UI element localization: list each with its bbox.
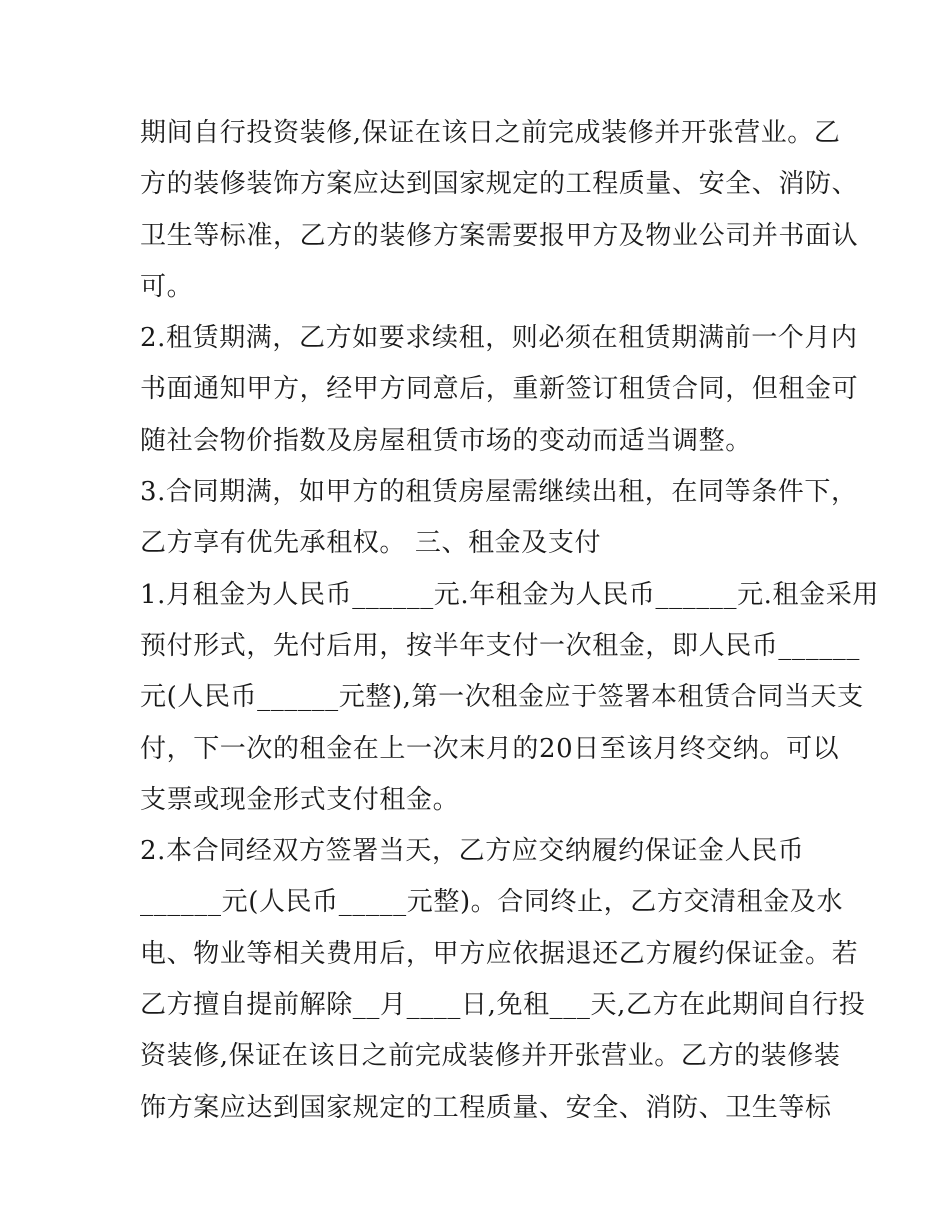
text-line: 资装修,保证在该日之前完成装修并开张营业。乙方的装修装 [140, 1041, 841, 1072]
text-line: 乙方享有优先承租权。 三、租金及支付 [140, 528, 602, 559]
text-line: 3.合同期满，如甲方的租赁房屋需继续出租，在同等条件下， [140, 477, 858, 508]
text-line: 随社会物价指数及房屋租赁市场的变动而适当调整。 [140, 425, 752, 456]
text-line: 可。 [140, 271, 194, 302]
text-line: ______元(人民币_____元整)。合同终止，乙方交清租金及水 [140, 887, 844, 918]
text-line: 2.本合同经双方签署当天，乙方应交纳履约保证金人民币 [140, 836, 805, 867]
text-line: 预付形式，先付后用，按半年支付一次租金，即人民币______ [140, 630, 861, 661]
text-line: 卫生等标准，乙方的装修方案需要报甲方及物业公司并书面认 [140, 220, 859, 251]
text-line: 支票或现金形式支付租金。 [140, 784, 460, 815]
text-line: 元(人民币______元整),第一次租金应于签署本租赁合同当天支 [140, 682, 864, 713]
text-line: 2.租赁期满，乙方如要求续租，则必须在租赁期满前一个月内 [140, 323, 858, 354]
text-line: 付，下一次的租金在上一次末月的20日至该月终交纳。可以 [140, 733, 840, 764]
text-line: 期间自行投资装修,保证在该日之前完成装修并开张营业。乙 [140, 118, 841, 148]
text-line: 饰方案应达到国家规定的工程质量、安全、消防、卫生等标 [140, 1092, 832, 1123]
text-line: 书面通知甲方，经甲方同意后，重新签订租赁合同，但租金可 [140, 374, 859, 405]
text-line: 电、物业等相关费用后，甲方应依据退还乙方履约保证金。若 [140, 938, 859, 969]
text-line: 1.月租金为人民币______元.年租金为人民币______元.租金采用 [140, 579, 879, 610]
text-line: 方的装修装饰方案应达到国家规定的工程质量、安全、消防、 [140, 169, 859, 200]
text-line: 乙方擅自提前解除__月____日,免租___天,乙方在此期间自行投 [140, 990, 866, 1021]
document-body [140, 108, 879, 1134]
